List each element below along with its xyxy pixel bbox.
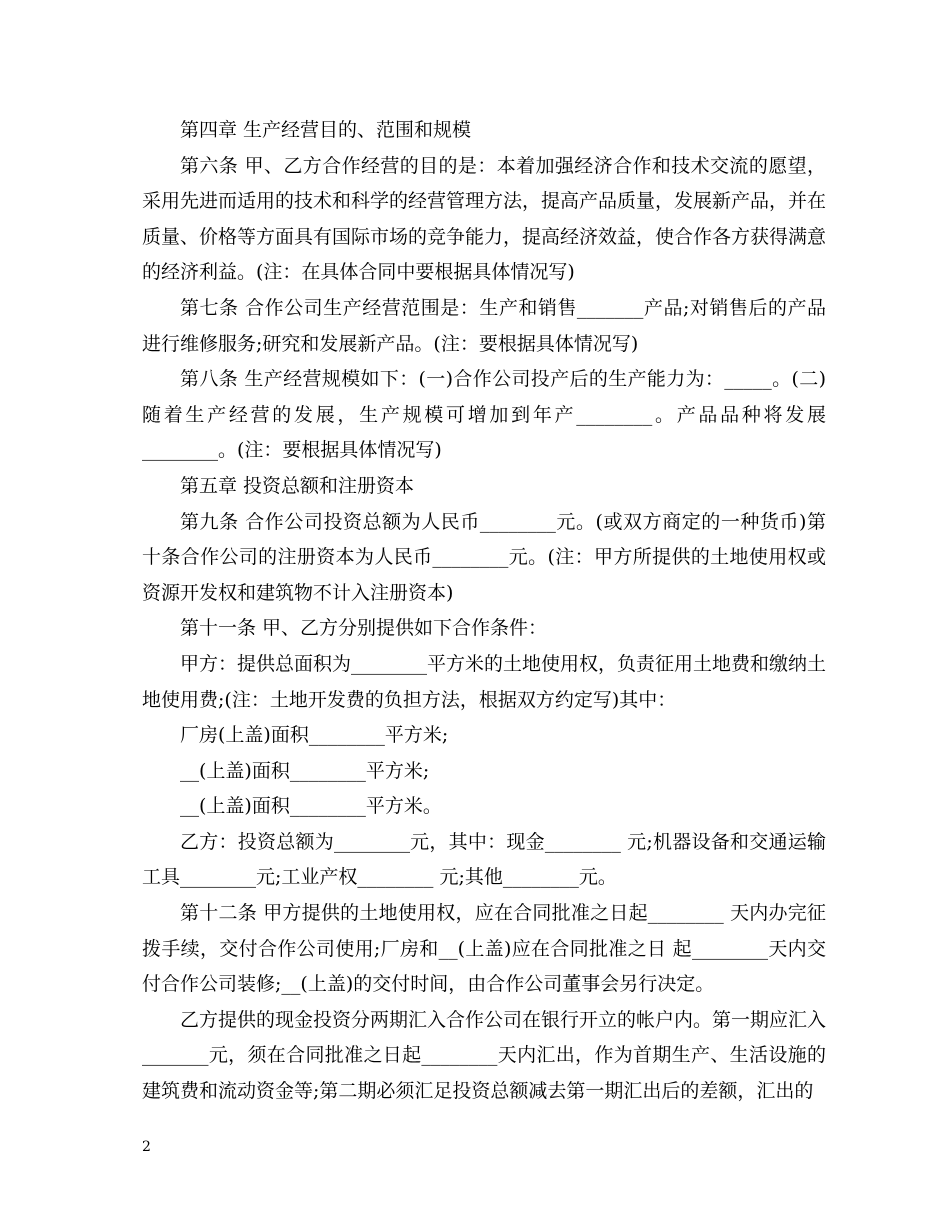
article-12: 第十二条 甲方提供的土地使用权，应在合同批准之日起________ 天内办完征拨手续，交付合作公司使用;厂房和__(上盖)应在合同批准之日 起________天内交付合作公司装修;__(上盖)的交付时间，由合作公司董事会另行决定。	[142, 902, 826, 996]
chapter-5-heading: 第五章 投资总额和注册资本	[180, 474, 415, 497]
party-b-contribution: 乙方：投资总额为________元，其中：现金________ 元;机器设备和交通运输工具________元;工业产权________ 元;其他________元。	[142, 830, 826, 889]
article-7: 第七条 合作公司生产经营范围是：生产和销售_______产品;对销售后的产品进行维修服务;研究和发展新产品。(注：要根据具体情况写)	[142, 296, 826, 355]
article-9-10: 第九条 合作公司投资总额为人民币________元。(或双方商定的一种货币)第十条合作公司的注册资本为人民币________元。(注：甲方所提供的土地使用权或资源开发权和建筑物不计入注册资本)	[142, 510, 826, 604]
page-number: 2	[142, 1139, 151, 1155]
cash-investment-paragraph: 乙方提供的现金投资分两期汇入合作公司在银行开立的帐户内。第一期应汇入_______元，须在合同批准之日起________天内汇出，作为首期生产、生活设施的建筑费和流动资金等;第二期必须汇足投资总额减去第一期汇出后的差额，汇出的	[142, 1008, 827, 1103]
party-a-contribution: 甲方：提供总面积为________平方米的土地使用权，负责征用土地费和缴纳土地使用费;(注：土地开发费的负担方法，根据双方约定写)其中：	[142, 652, 827, 711]
factory-area-line: 厂房(上盖)面积________平方米;	[180, 724, 449, 747]
chapter-4-heading: 第四章 生产经营目的、范围和规模	[180, 119, 472, 141]
document-body	[142, 113, 826, 1110]
article-11: 第十一条 甲、乙方分别提供如下合作条件：	[180, 617, 548, 640]
building-area-line-2: __(上盖)面积________平方米。	[180, 795, 442, 818]
article-6: 第六条 甲、乙方合作经营的目的是：本着加强经济合作和技术交流的愿望，采用先进而适用的技术和科学的经营管理方法，提高产品质量，发展新产品，并在质量、价格等方面具有国际市场的竞争能力，提高经济效益，使合作各方获得满意的经济利益。(注：在具体合同中要根据具体情况写)	[142, 154, 827, 284]
article-8: 第八条 生产经营规模如下：(一)合作公司投产后的生产能力为：_____。(二)随着生产经营的发展，生产规模可增加到年产________。产品品种将发展________。(注：要根据具体情况写)	[142, 368, 826, 462]
building-area-line-1: __(上盖)面积________平方米;	[180, 759, 430, 782]
